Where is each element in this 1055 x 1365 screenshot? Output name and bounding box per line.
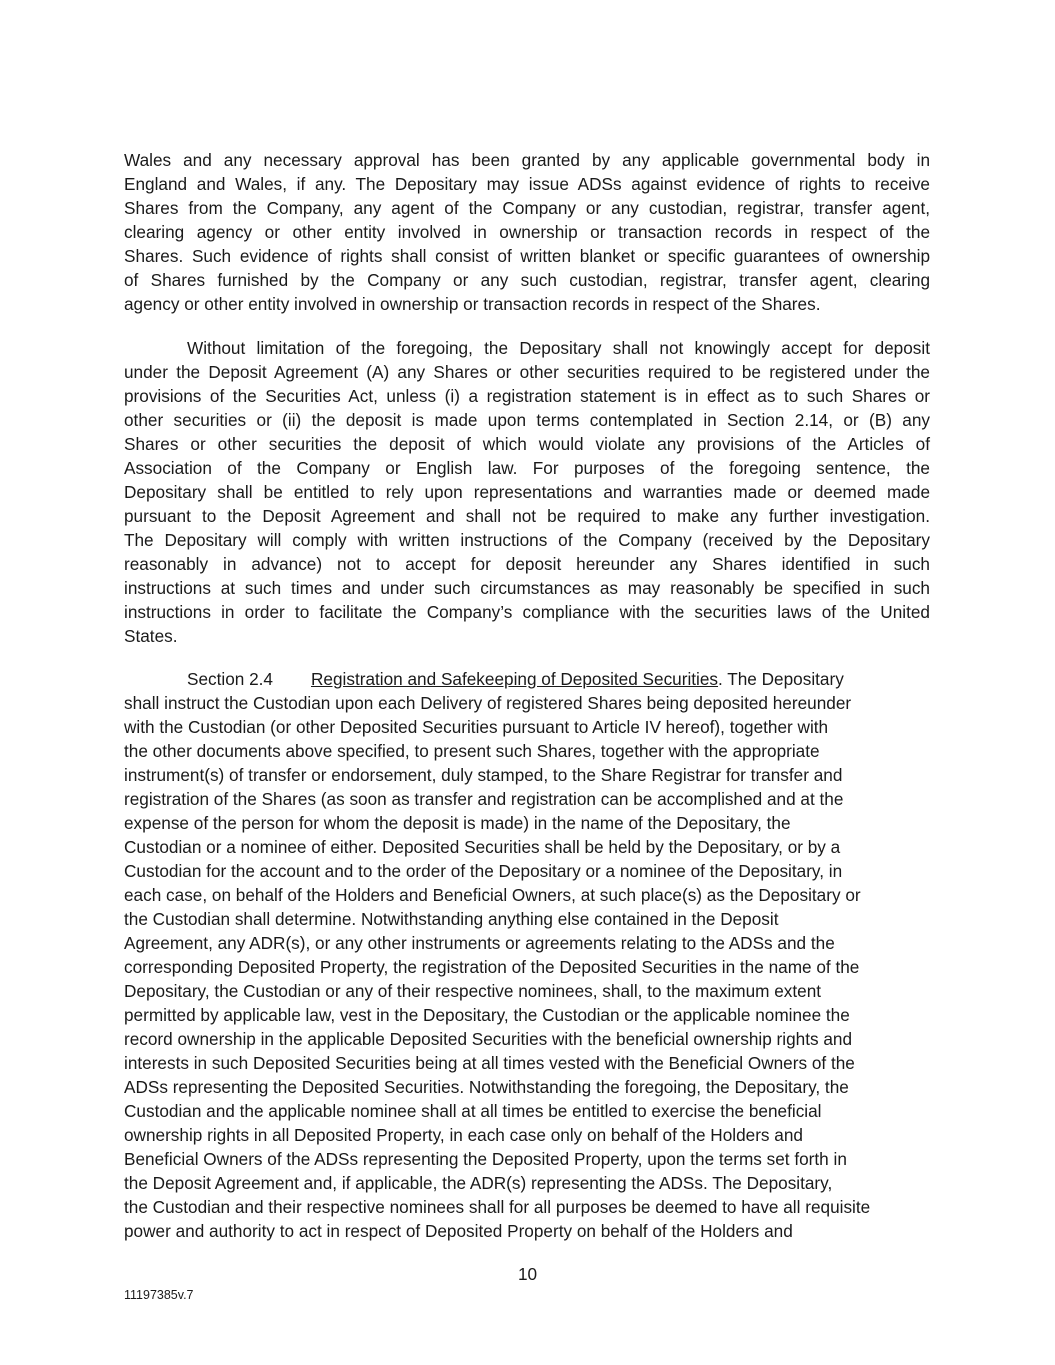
paragraph-line: agency or other entity involved in ownership or transaction records in respect of the Shares. bbox=[124, 294, 821, 314]
document-id: 11197385v.7 bbox=[124, 1288, 194, 1302]
paragraph-line: Custodian for the account and to the order of the Depositary or a nominee of the Depositary, in bbox=[124, 861, 843, 881]
section-number: Section 2.4 bbox=[187, 669, 273, 689]
paragraph-line: other securities or (ii) the deposit is made upon terms contemplated in Section 2.14, or (B) any bbox=[124, 410, 930, 430]
paragraph-line: Wales and any necessary approval has been granted by any applicable governmental body in bbox=[124, 150, 930, 170]
paragraph-line: corresponding Deposited Property, the registration of the Deposited Securities in the name of the bbox=[124, 957, 860, 977]
paragraph-line: reasonably in advance) not to accept for deposit hereunder any Shares identified in such bbox=[124, 554, 930, 574]
paragraph-line: shall instruct the Custodian upon each Delivery of registered Shares being deposited hereunder bbox=[124, 693, 852, 713]
paragraph-line: Beneficial Owners of the ADSs representing the Deposited Property, upon the terms set forth in bbox=[124, 1149, 847, 1169]
paragraph-line: Shares. Such evidence of rights shall consist of written blanket or specific guarantees of ownership bbox=[124, 246, 930, 266]
page-number: 10 bbox=[517, 1264, 538, 1284]
paragraph-line: Depositary shall be entitled to rely upon representations and warranties made or deemed made bbox=[124, 482, 930, 502]
paragraph-line: the Deposit Agreement and, if applicable, the ADR(s) representing the ADSs. The Depositary, bbox=[124, 1173, 833, 1193]
paragraph-line: record ownership in the applicable Deposited Securities with the beneficial ownership rights and bbox=[124, 1029, 853, 1049]
paragraph-line: interests in such Deposited Securities being at all times vested with the Beneficial Owners of the bbox=[124, 1053, 855, 1073]
paragraph-line: Depositary, the Custodian or any of their respective nominees, shall, to the maximum extent bbox=[124, 981, 822, 1001]
paragraph-line: Shares or other securities the deposit of which would violate any provisions of the Articles of bbox=[124, 434, 930, 454]
paragraph-line: Shares from the Company, any agent of the Company or any custodian, registrar, transfer agent, bbox=[124, 198, 930, 218]
paragraph-line: clearing agency or other entity involved in ownership or transaction records in respect of the bbox=[124, 222, 930, 242]
paragraph-line: instructions in order to facilitate the Company’s compliance with the securities laws of the United bbox=[124, 602, 930, 622]
paragraph-line: ownership rights in all Deposited Property, in each case only on behalf of the Holders and bbox=[124, 1125, 803, 1145]
paragraph-line: expense of the person for whom the deposit is made) in the name of the Depositary, the bbox=[124, 813, 791, 833]
section-heading bbox=[0, 667, 1055, 691]
section-heading-text: . The Depositary bbox=[718, 669, 844, 689]
paragraph-line: Without limitation of the foregoing, the Depositary shall not knowingly accept for deposit bbox=[187, 338, 930, 358]
paragraph-line: each case, on behalf of the Holders and Beneficial Owners, at such place(s) as the Depositary or bbox=[124, 885, 861, 905]
paragraph-line: provisions of the Securities Act, unless (i) a registration statement is in effect as to such Shares or bbox=[124, 386, 930, 406]
paragraph-line: England and Wales, if any. The Depositary may issue ADSs against evidence of rights to receive bbox=[124, 174, 930, 194]
paragraph-line: under the Deposit Agreement (A) any Shares or other securities required to be registered under the bbox=[124, 362, 930, 382]
paragraph-line: Custodian and the applicable nominee shall at all times be entitled to exercise the beneficial bbox=[124, 1101, 822, 1121]
paragraph-line: the Custodian shall determine. Notwithstanding anything else contained in the Deposit bbox=[124, 909, 779, 929]
paragraph-line: Agreement, any ADR(s), or any other instruments or agreements relating to the ADSs and the bbox=[124, 933, 835, 953]
paragraph-line: instructions at such times and under such circumstances as may reasonably be specified in such bbox=[124, 578, 930, 598]
paragraph-line: instrument(s) of transfer or endorsement, duly stamped, to the Share Registrar for transfer and bbox=[124, 765, 843, 785]
paragraph-line: the other documents above specified, to present such Shares, together with the appropriate bbox=[124, 741, 820, 761]
paragraph-line: power and authority to act in respect of Deposited Property on behalf of the Holders and bbox=[124, 1221, 793, 1241]
paragraph-line: pursuant to the Deposit Agreement and shall not be required to make any further investigation. bbox=[124, 506, 930, 526]
paragraph-line: ADSs representing the Deposited Securities. Notwithstanding the foregoing, the Depositary, the bbox=[124, 1077, 849, 1097]
section-title: Registration and Safekeeping of Deposited Securities bbox=[311, 669, 719, 689]
paragraph-line: permitted by applicable law, vest in the Depositary, the Custodian or the applicable nominee the bbox=[124, 1005, 850, 1025]
paragraph-line: The Depositary will comply with written instructions of the Company (received by the Depositary bbox=[124, 530, 930, 550]
paragraph-line: registration of the Shares (as soon as transfer and registration can be accomplished and at the bbox=[124, 789, 844, 809]
paragraph-line: of Shares furnished by the Company or any such custodian, registrar, transfer agent, clearing bbox=[124, 270, 930, 290]
paragraph-line: States. bbox=[124, 626, 178, 646]
paragraph-line: Custodian or a nominee of either. Deposited Securities shall be held by the Depositary, or by a bbox=[124, 837, 841, 857]
paragraph-line: Association of the Company or English law. For purposes of the foregoing sentence, the bbox=[124, 458, 930, 478]
paragraph-line: the Custodian and their respective nominees shall for all purposes be deemed to have all requisite bbox=[124, 1197, 871, 1217]
paragraph-line: with the Custodian (or other Deposited Securities pursuant to Article IV hereof), together with bbox=[124, 717, 829, 737]
